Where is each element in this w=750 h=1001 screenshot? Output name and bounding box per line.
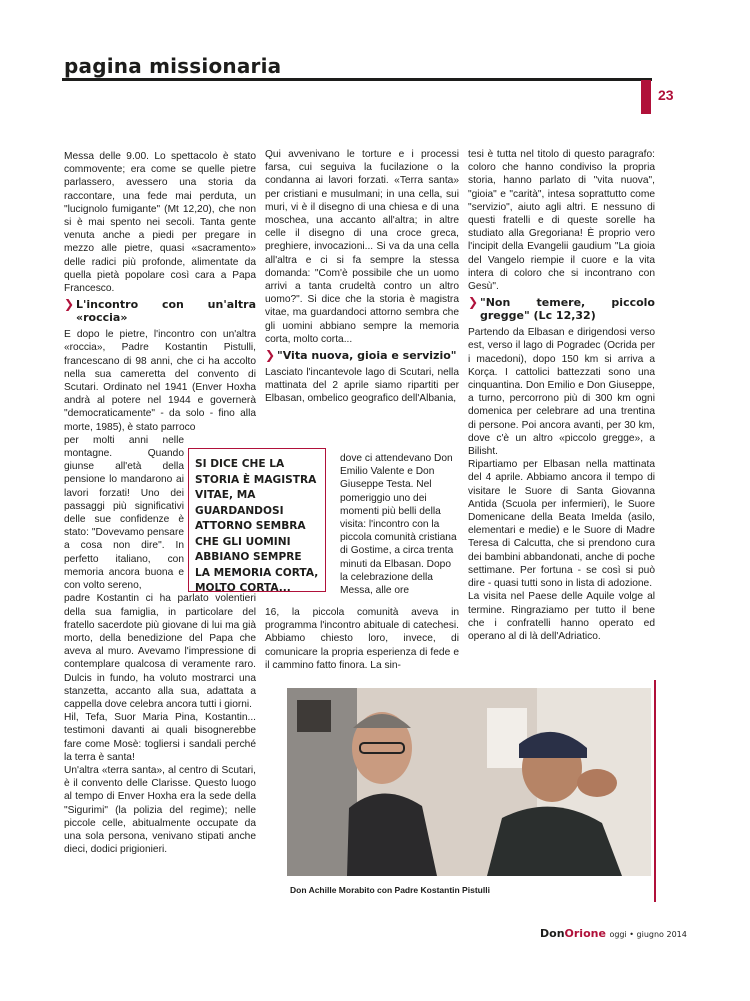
chevron-right-icon: ❯ xyxy=(64,297,75,312)
chevron-right-icon: ❯ xyxy=(468,295,479,310)
column-2 xyxy=(265,148,459,406)
header-rule xyxy=(62,78,652,81)
subheading: ❯ "Non temere, piccolo gregge" (Lc 12,32) xyxy=(468,295,655,323)
footer-brand xyxy=(540,927,687,940)
paragraph: padre Kostantin ci ha parlato volentieri della sua famiglia, in particolare del fratello sacerdote più giovane di lui ma già morto, della benedizione del Papa che aveva al muro. Avevamo l'impressione di contemplare qualcosa di veramente raro. Dulcis in fundo, ha voluto mostrarci una stanzetta, accanto alla sua, adattata a cappella dove celebra ancora tutti i giorni. xyxy=(64,593,256,710)
pull-quote: SI DICE CHE LA STORIA È MAGISTRA VITAE, MA GUARDANDOSI ATTORNO SEMBRA CHE GLI UOMINI ABBIANO SEMPRE LA MEMORIA CORTA, MOLTO CORTA... xyxy=(188,448,326,592)
paragraph: Lasciato l'incantevole lago di Scutari, nella mattinata del 2 aprile siamo ripartiti per Elbasan, ombelico geografico dell'Albania, xyxy=(265,367,459,405)
paragraph: dove ci attendevano Don Emilio Valente e Don Giuseppe Testa. Nel pomeriggio uno dei momenti più belli della visita: l'incontro con la piccola comunità cristiana di Gostime, a circa trenta minuti da Elbasan. Dopo la celebrazione della Messa, alle ore xyxy=(340,453,457,597)
paragraph: Un'altra «terra santa», al centro di Scutari, è il convento delle Clarisse. Questo luogo al tempo di Enver Hoxha era la sede della "Sigurimi" (la polizia del regime); nelle piccole celle, abitualmente occupate da una sola persona, venivano stipati anche dieci, dodici prigionieri. xyxy=(64,764,256,856)
paragraph: Hil, Tefa, Suor Maria Pina, Kostantin... testimoni davanti ai quali bisognerebbe fare come Mosè: togliersi i sandali perché la terra è santa! xyxy=(64,712,256,763)
section-title: pagina missionaria xyxy=(64,54,282,78)
issue-date: oggi • giugno 2014 xyxy=(609,930,687,939)
photo-illustration xyxy=(287,688,651,876)
header-accent-bar xyxy=(641,80,651,114)
paragraph: per molti anni nelle montagne. Quando giunse all'età della pensione lo mandarono ai lavori forzati! Uno dei passaggi più significativi delle sue confidenze è stato: "Dovevamo pensare a cosa non dire". In perfetto italiano, con memoria ancora buona e con volto sereno, xyxy=(64,434,184,592)
subheading: ❯ "Vita nuova, gioia e servizio" xyxy=(265,348,457,363)
subheading: ❯ L'incontro con un'altra «roccia» xyxy=(64,297,256,325)
paragraph: La visita nel Paese delle Aquile volge al termine. Ringraziamo per tutto il bene che i confratelli hanno operato ed operano al di là dell'Adriatico. xyxy=(468,591,655,642)
brand-don: Don xyxy=(540,927,565,940)
photo xyxy=(287,688,651,876)
paragraph: tesi è tutta nel titolo di questo paragrafo: coloro che hanno condiviso la propria storia, hanno parlato di "vita nuova", "gioia" e "carità", intesa soprattutto come "servizio", aiuto agli altri. E nessuno di questi fratelli e di queste sorelle ha studiato alla Gregoriana! È proprio vero l'incipit della Evangelii gaudium "La gioia del Vangelo riempie il cuore e la vita intera di coloro che si incontrano con Gesù". xyxy=(468,149,655,293)
brand-orione: Orione xyxy=(564,927,606,940)
paragraph: E dopo le pietre, l'incontro con un'altra «roccia», Padre Kostantin Pistulli, francescano di 98 anni, che ci ha accolto nella sua cameretta del convento di Scutari. Ordinato nel 1941 (Enver Hoxha andrà al potere nel 1944 e governerà "democraticamente" - da solo - fino alla morte, 1985), è stato parroco xyxy=(64,329,256,433)
paragraph: Partendo da Elbasan e dirigendosi verso est, verso il lago di Pogradec (Ocrida per i macedoni), dopo 150 km si arriva a Korça. I cattolici battezzati sono una cinquantina. Don Emilio e Don Giuseppe, a turno, percorrono più di 300 km ogni domenica per celebrare ad una trentina di persone. Poi ancora avanti, per 30 km, dove c'è un altro «piccolo gregge», a Bilisht. xyxy=(468,327,655,458)
paragraph: 16, la piccola comunità aveva in programma l'incontro abituale di catechesi. Abbiamo chiesto loro, invece, di comunicare la propria esperienza di fede e il cammino fatto finora. La sin- xyxy=(265,607,459,671)
paragraph: Ripartiamo per Elbasan nella mattinata del 4 aprile. Abbiamo ancora il tempo di visitare le Suore di Santa Giovanna Antida (Scuola per infermieri), le Suore Domenicane della Beata Imelda (asilo, elementari e medie) e le Suore di Madre Teresa di Calcutta, che si prendono cura dei bambini abbandonati, anche di poche settimane. Per fortuna - se così si può dire - quasi tutti sono in lista di adozione. xyxy=(468,459,655,590)
paragraph: Qui avvenivano le torture e i processi farsa, cui seguiva la fucilazione o la condanna ai lavori forzati. «Terra santa» per cristiani e musulmani; in una cella, sui muri, vi è il disegno di una chiesa e di una moschea, una accanto all'altra; in altre celle il disegno di una croce greca, preghiere, invocazioni... Si va da una cella all'altra e ci si fa sempre la stessa domanda: "Com'è possibile che un uomo arrivi a tanta crudeltà contro un altro uomo?". Si dice che la storia è magistra vitae, ma guardandoci attorno sembra che gli uomini abbiano sempre la memoria corta, molto corta... xyxy=(265,149,459,345)
chevron-right-icon: ❯ xyxy=(265,348,276,363)
paragraph: Messa delle 9.00. Lo spettacolo è stato commovente; era come se quelle pietre parlassero, avessero una storia da raccontare, una fede mai perduta, un "lucignolo fumigante" (Mt 12,20), che non si è mai spento nei secoli. Tanta gente venuta anche a piedi per pregare in mezzo alle pietre, quasi «sacramento» delle radici più profonde, alimentate da quella pietà popolare così cara a Papa Francesco. xyxy=(64,151,256,295)
photo-caption: Don Achille Morabito con Padre Kostantin Pistulli xyxy=(290,885,490,895)
column-3 xyxy=(468,148,655,643)
page-number: 23 xyxy=(658,87,674,103)
